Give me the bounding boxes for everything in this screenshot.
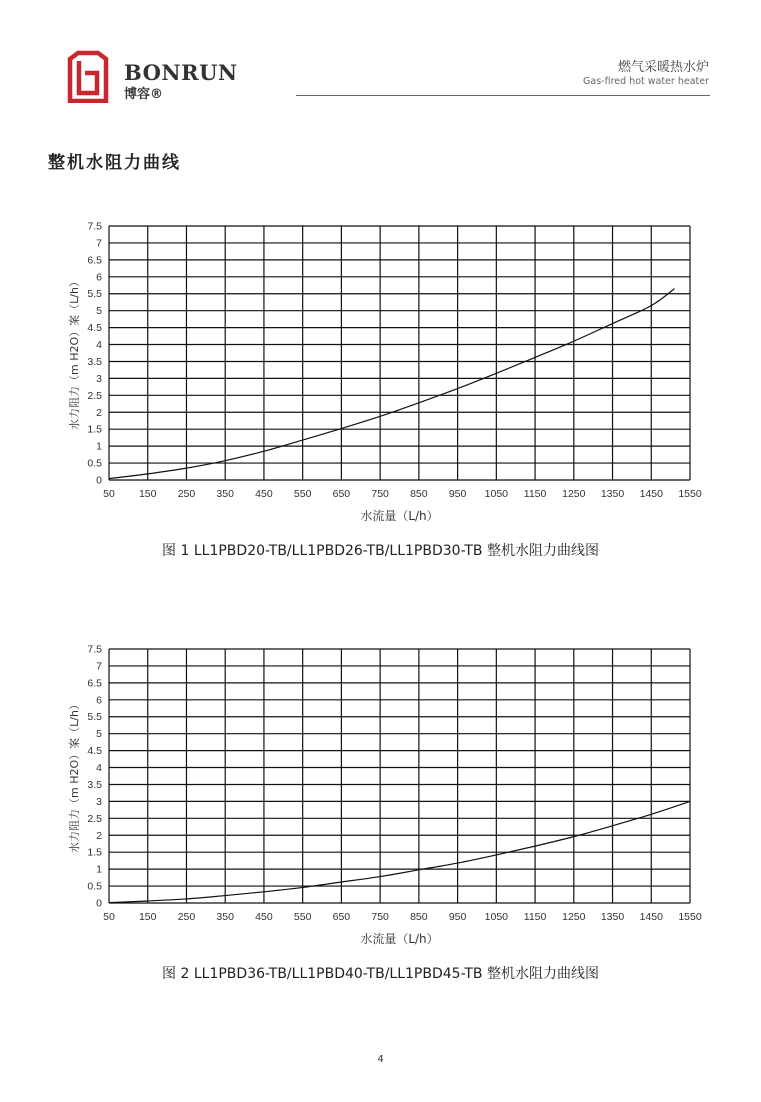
x-tick-label: 150 — [138, 911, 157, 923]
gridlines — [109, 226, 690, 480]
x-tick-label: 750 — [371, 911, 389, 923]
x-tick-label: 950 — [448, 488, 467, 500]
water-resistance-chart-2 — [60, 637, 710, 952]
x-tick-label: 550 — [293, 911, 312, 923]
y-tick-label: 3 — [96, 372, 102, 385]
x-tick-label: 50 — [103, 488, 115, 500]
resistance-curve — [109, 289, 675, 479]
x-tick-label: 650 — [332, 488, 351, 500]
y-tick-label: 1 — [96, 863, 102, 876]
x-tick-label: 750 — [371, 488, 389, 500]
y-axis-label: 水力阻力（m H2O）案（L/h） — [68, 699, 81, 853]
x-axis-label: 水流量（L/h） — [360, 932, 439, 946]
x-tick-label: 1050 — [484, 911, 509, 923]
y-tick-label: 4.5 — [87, 745, 102, 758]
x-tick-label: 1550 — [678, 911, 702, 923]
y-tick-label: 1.5 — [87, 423, 102, 436]
y-tick-label: 7 — [96, 237, 102, 250]
x-tick-label: 1350 — [600, 488, 625, 500]
product-title-en: Gas-fired hot water heater — [583, 76, 709, 87]
water-resistance-chart-1 — [60, 214, 710, 529]
brand-name-en: BONRUN — [124, 60, 238, 85]
x-tick-label: 950 — [448, 911, 467, 923]
y-tick-label: 3.5 — [87, 355, 102, 368]
x-tick-label: 1150 — [523, 911, 547, 923]
x-tick-label: 650 — [332, 911, 351, 923]
x-tick-label: 1150 — [523, 488, 547, 500]
x-tick-label: 1250 — [562, 911, 586, 923]
y-axis-label: 水力阻力（m H2O）案（L/h） — [68, 276, 81, 430]
y-tick-label: 2 — [96, 829, 102, 842]
x-tick-label: 50 — [103, 911, 115, 923]
y-tick-label: 1 — [96, 440, 102, 453]
y-tick-label: 5.5 — [87, 288, 102, 301]
y-tick-label: 0.5 — [87, 457, 102, 470]
y-tick-label: 7 — [96, 660, 102, 673]
x-tick-label: 250 — [177, 488, 196, 500]
x-tick-label: 1450 — [639, 488, 663, 500]
figure-1-caption: 图 1 LL1PBD20-TB/LL1PBD26-TB/LL1PBD30-TB 整机水阻力曲线图 — [162, 543, 599, 559]
x-tick-label: 450 — [255, 911, 273, 923]
page-number: 4 — [377, 1054, 384, 1065]
y-tick-label: 0 — [96, 897, 102, 910]
y-tick-label: 6 — [96, 271, 102, 284]
y-tick-label: 4 — [96, 762, 102, 775]
y-tick-label: 0 — [96, 474, 102, 487]
y-tick-label: 7.5 — [87, 220, 102, 233]
x-tick-label: 150 — [138, 488, 157, 500]
y-tick-label: 2 — [96, 406, 102, 419]
x-tick-label: 1550 — [678, 488, 702, 500]
chart-svg — [60, 637, 710, 952]
y-tick-label: 1.5 — [87, 846, 102, 859]
x-tick-label: 350 — [216, 488, 234, 500]
bonrun-logo — [64, 49, 112, 103]
y-tick-label: 3 — [96, 795, 102, 808]
product-title-cn: 燃气采暖热水炉 — [617, 60, 709, 75]
header-divider — [296, 95, 710, 96]
x-tick-label: 450 — [255, 488, 273, 500]
x-tick-label: 850 — [410, 488, 428, 500]
x-tick-label: 1350 — [600, 911, 625, 923]
y-tick-label: 5 — [96, 728, 102, 741]
y-tick-label: 0.5 — [87, 880, 102, 893]
y-tick-label: 6.5 — [87, 677, 102, 690]
x-tick-label: 1250 — [562, 488, 586, 500]
x-tick-label: 250 — [177, 911, 196, 923]
section-title: 整机水阻力曲线 — [48, 153, 181, 173]
y-tick-label: 5 — [96, 305, 102, 318]
x-tick-label: 350 — [216, 911, 234, 923]
figure-2-caption: 图 2 LL1PBD36-TB/LL1PBD40-TB/LL1PBD45-TB 整机水阻力曲线图 — [162, 966, 599, 982]
x-tick-label: 850 — [410, 911, 428, 923]
y-tick-label: 4.5 — [87, 322, 102, 335]
y-tick-label: 7.5 — [87, 643, 102, 656]
gridlines — [109, 649, 690, 903]
y-tick-label: 5.5 — [87, 711, 102, 724]
y-tick-label: 6.5 — [87, 254, 102, 267]
y-tick-label: 6 — [96, 694, 102, 707]
x-tick-label: 1050 — [484, 488, 509, 500]
chart-svg — [60, 214, 710, 529]
x-tick-label: 550 — [293, 488, 312, 500]
y-tick-label: 2.5 — [87, 812, 102, 825]
y-tick-label: 4 — [96, 339, 102, 352]
x-axis-label: 水流量（L/h） — [360, 509, 439, 523]
brand-name-cn: 博容® — [124, 87, 164, 102]
x-tick-label: 1450 — [639, 911, 663, 923]
y-tick-label: 3.5 — [87, 778, 102, 791]
y-tick-label: 2.5 — [87, 389, 102, 402]
